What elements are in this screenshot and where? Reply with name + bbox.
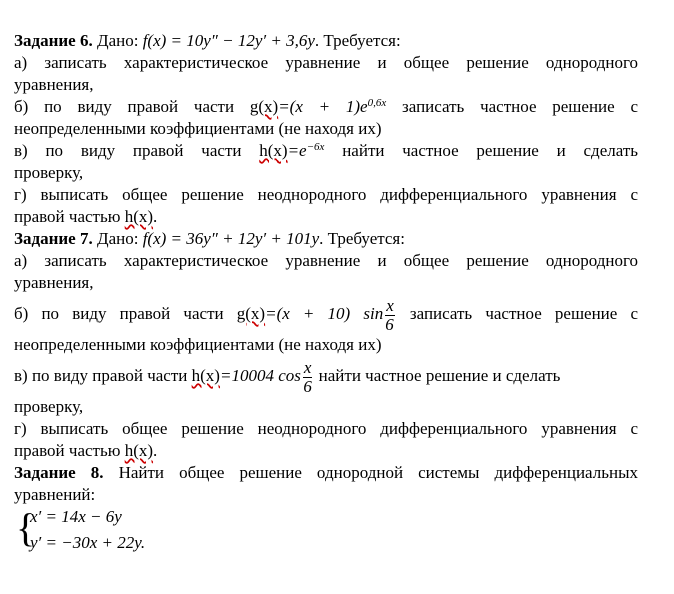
task6-item-c-line2: проверку, xyxy=(14,163,84,182)
task7-item-d-line2 xyxy=(14,440,638,462)
task7-item-c-denominator: 6 xyxy=(303,376,312,396)
task7-item-b-numerator: x xyxy=(386,295,394,315)
task8-title: Задание 8. xyxy=(14,463,104,482)
system-row-2-expr: y′ = −30x + 22y xyxy=(30,533,141,552)
task7-item-b-fraction xyxy=(385,297,395,334)
task7-requirement: . Требуется: xyxy=(319,229,405,248)
task7-item-b-expr: =(x + 10) sin xyxy=(265,304,384,323)
task7-equation: f(x) = 36y″ + 12y′ + 101y xyxy=(142,229,320,248)
task7-item-d-h: h(x) xyxy=(124,441,154,460)
task6-item-c-exponent: −6x xyxy=(306,141,325,153)
task7-item-a-line2: уравнения, xyxy=(14,273,94,292)
task7-item-c-numerator: x xyxy=(303,357,312,377)
task6-item-b-prefix: б) по виду правой части xyxy=(14,97,235,116)
task6-item-d-h: h(x) xyxy=(124,207,154,226)
task7-item-c-h: h(x) xyxy=(191,366,220,385)
task8-text-line2: уравнений: xyxy=(14,485,96,504)
task6-item-d-prefix: правой частью xyxy=(14,207,121,226)
task7-item-b-line1 xyxy=(14,294,638,334)
task6-title: Задание 6. xyxy=(14,31,93,50)
system-brace: { xyxy=(16,505,36,550)
task6-item-b-line1 xyxy=(14,96,638,118)
system-row-2 xyxy=(30,532,145,554)
task6-item-b-suffix: записать частное решение с xyxy=(402,97,639,116)
task6-item-d-end: . xyxy=(153,207,158,226)
task7-item-c-fraction xyxy=(303,359,313,396)
task6-item-b-g: g(x) xyxy=(249,97,279,116)
task6-item-d-line2 xyxy=(14,206,638,228)
task6-requirement: . Требуется: xyxy=(314,31,401,50)
task6-item-b-exponent: 0,6x xyxy=(367,97,387,109)
task7-item-b-suffix: записать частное решение с xyxy=(409,304,639,323)
task8-equation-system xyxy=(16,506,638,554)
task6-header xyxy=(14,30,638,52)
task6-item-c-prefix: в) по виду правой части xyxy=(14,141,242,160)
document-body xyxy=(14,30,638,554)
task6-item-a-line1: а) записать характеристическое уравнение и общее решение однородного xyxy=(14,53,638,72)
task6-item-c-line1 xyxy=(14,140,638,162)
task7-item-c-prefix: в) по виду правой части xyxy=(14,366,188,385)
task7-given: Дано: xyxy=(96,229,139,248)
task6-equation: f(x) = 10y″ − 12y′ + 3,6y xyxy=(142,31,315,50)
task7-item-b-prefix: б) по виду правой части xyxy=(14,304,224,323)
task7-item-b-denominator: 6 xyxy=(385,314,394,334)
task6-given: Дано: xyxy=(96,31,139,50)
task7-item-d-prefix: правой частью xyxy=(14,441,121,460)
system-end: . xyxy=(140,533,146,552)
task6-item-d-line1: г) выписать общее решение неоднородного дифференциального уравнения с xyxy=(14,185,638,204)
task7-item-d-end: . xyxy=(153,441,158,460)
task7-item-b-line2: неопределенными коэффициентами (не находя их) xyxy=(14,335,382,354)
task7-title: Задание 7. xyxy=(14,229,93,248)
task7-item-d-line1: г) выписать общее решение неоднородного дифференциального уравнения с xyxy=(14,419,638,438)
task6-item-b-expr: =(x + 1)e xyxy=(278,97,368,116)
task7-item-a-line1: а) записать характеристическое уравнение и общее решение однородного xyxy=(14,251,638,270)
task7-item-b-g: g(x) xyxy=(236,304,266,323)
task6-item-b-line2: неопределенными коэффициентами (не находя их) xyxy=(14,119,382,138)
system-row-1: x′ = 14x − 6y xyxy=(30,507,122,526)
task6-item-c-expr: =e xyxy=(287,141,307,160)
task7-item-c-line2: проверку, xyxy=(14,397,84,416)
task8-text-line1: Найти общее решение однородной системы дифференциальных xyxy=(118,463,639,482)
task7-header xyxy=(14,228,638,250)
task7-item-c-expr: =10004 cos xyxy=(219,366,301,385)
task6-item-c-h: h(x) xyxy=(259,141,288,160)
task7-item-c-suffix: найти частное решение и сделать xyxy=(318,366,561,385)
task8-header xyxy=(14,462,638,484)
task7-item-c-line1 xyxy=(14,356,638,396)
task6-item-a-line2: уравнения, xyxy=(14,75,94,94)
task6-item-c-suffix: найти частное решение и сделать xyxy=(342,141,639,160)
